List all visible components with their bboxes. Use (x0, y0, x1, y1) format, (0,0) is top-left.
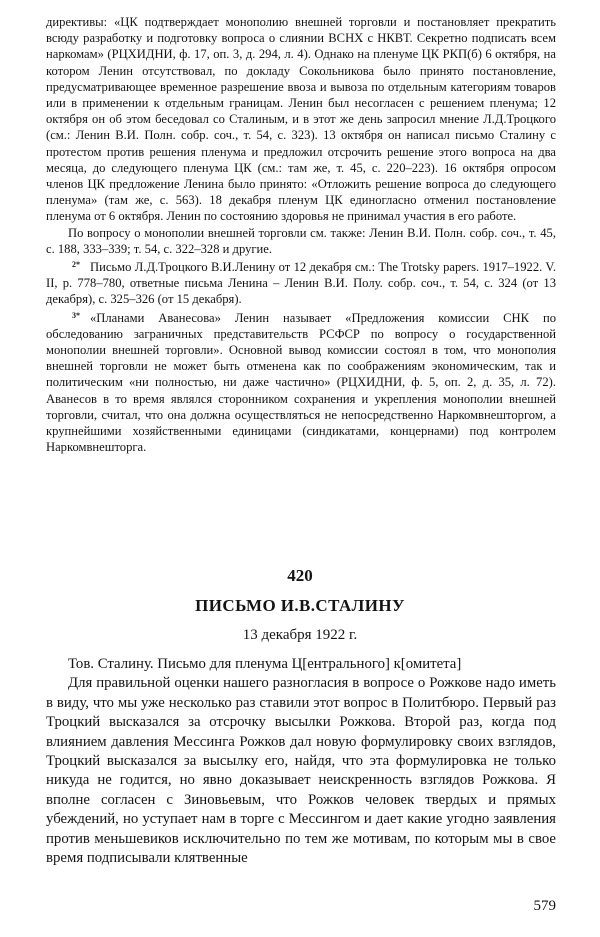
note-2-marker: 2* (72, 260, 80, 270)
letter-body (46, 655, 556, 868)
note-3-text: «Планами Аванесова» Ленин называет «Предложения комиссии СНК по обследованию заграничных представительств РСФСР по вопросу о государственной монополии внешней торговли». Основной вывод комиссии состоял в том, что монополия внешней торговли не может быть отменена как по соображениям экономическим, так и политическим «ни полностью, ни даже частично» (РЦХИДНИ, ф. 5, оп. 2, д. 35, л. 72). Аванесов в то время являлся сторонником сохранения и укрепления монополии внешней торговли, считал, что она должна осуществляться не непосредственно Наркомвнешторгом, а крупнейшими хозяйственными единицами (синдикатами, концернами) под контролем Наркомвнешторга. (46, 310, 556, 455)
page-number: 579 (533, 898, 556, 914)
letter-text: Для правильной оценки нашего разногласия в вопросе о Рожкове надо иметь в виду, что мы уже несколько раз ставили этот вопрос в Политбюро. Первый раз Троцкий высказался за отсрочку высылки Рожкова. Второй раз, когда под влиянием давления Мессинга Рожков дал новую формулировку своих взглядов, Троцкий высказался за высылку его, найдя, что эта формулировка не только никуда не годится, но явно доказывает неискренность взглядов Рожкова. Я вполне согласен с Зиновьевым, что Рожков человек твердых и прямых убеждений, но уступает нам в торге с Мессингом и дает какие угодно заявления против меньшевиков исключительно по тем же мотивам, по которым мы в свое время подписывали клятвенные (46, 675, 556, 867)
note-3 (46, 308, 556, 456)
note-2-text: Письмо Л.Д.Троцкого В.И.Ленину от 12 декабря см.: The Trotsky papers. 1917–1922. V. II, p. 778–780, ответные письма Ленина – Ленин В.И. Полу. собр. соч., т. 54, с. 324 (от 13 декабря), с. 325–326 (от 15 декабря). (46, 260, 556, 307)
note-1-text: директивы: «ЦК подтверждает монополию внешней торговли и постановляет прекратить всюду разработку и подготовку вопроса о слиянии ВСНХ с НКВТ. Секретно подписать всем наркомам» (РЦХИДНИ, ф. 17, оп. 3, д. 294, л. 4). Однако на пленуме ЦК РКП(б) 6 октября, на котором Ленин отсутствовал, по докладу Сокольникова было принято постановление, предусматривающее временное разрешение ввоза и вывоза по отдельным категориям товаров или в применении к отдельным границам. Ленин был несогласен с решением пленума; 12 октября он об этом беседовал со Сталиным, и в этот же день запросил мнение Л.Д.Троцкого (см.: Ленин В.И. Полн. собр. соч., т. 54, с. 323). 13 октября он написал письмо Сталину с протестом против решения пленума и предложил отсрочить решение этого вопроса на два месяца, до следующего пленума ЦК (см.: там же, т. 45, с. 220–223). 16 октября опросом членов ЦК предложение Ленина было принято: «Отложить решение вопроса до следующего пленума» (там же, с. 563). 18 декабря пленум ЦК единогласно отменил постановление пленума от 6 октября. Ленин по состоянию здоровья не принимал участия в его работе. (46, 15, 556, 224)
note-1-references: По вопросу о монополии внешней торговли см. также: Ленин В.И. Полн. собр. соч., т. 45, с. 188, 333–339; т. 54, с. 322–328 и другие. (46, 225, 556, 256)
document-title: ПИСЬМО И.В.СТАЛИНУ (195, 596, 405, 615)
note-3-marker: 3* (72, 310, 80, 320)
document-date: 13 декабря 1922 г. (242, 627, 358, 643)
document-number: 420 (287, 566, 313, 585)
endnotes (46, 14, 556, 455)
note-2 (46, 257, 556, 308)
letter-address: Тов. Сталину. Письмо для пленума Ц[ентрального] к[омитета] (68, 656, 462, 672)
